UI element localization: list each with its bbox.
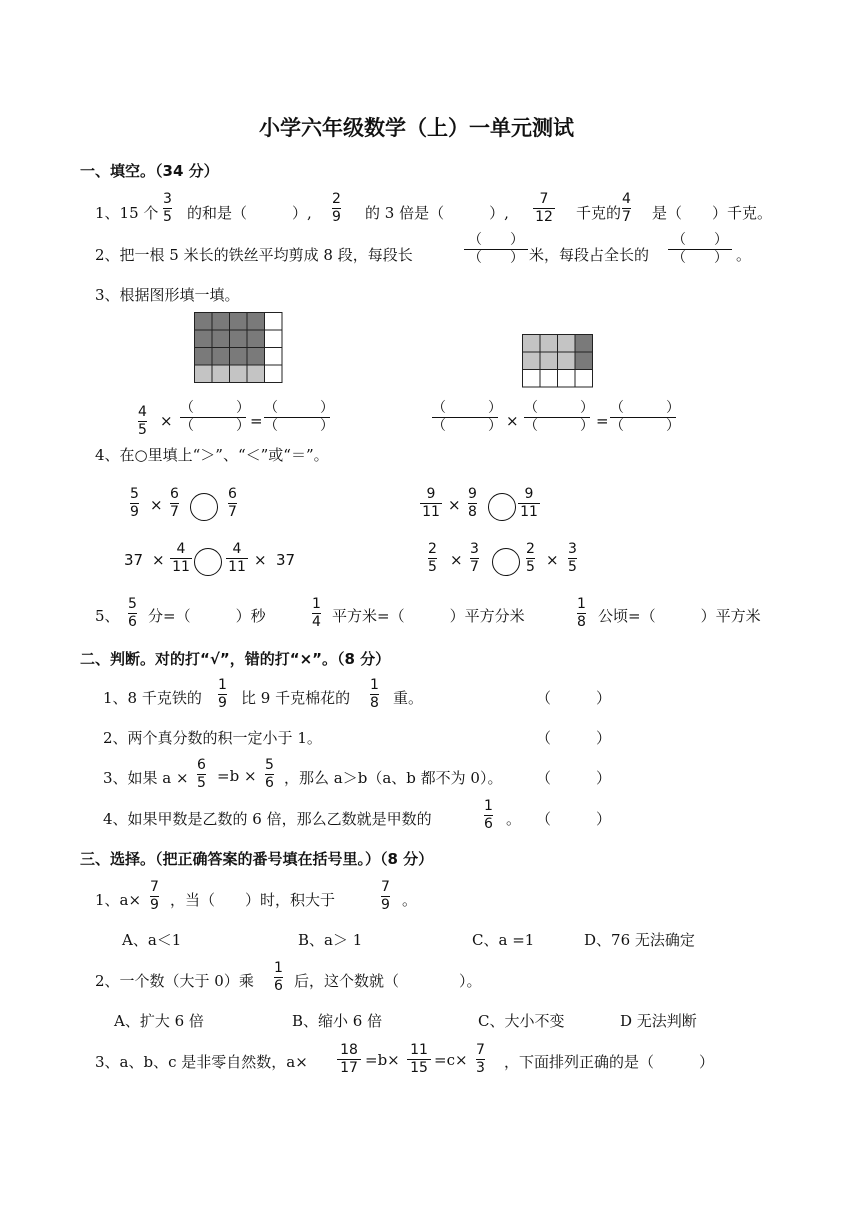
q2-3-text-b: =b × xyxy=(217,767,257,785)
q2-4-text-b: 。 xyxy=(506,810,522,828)
grid-cell xyxy=(265,348,283,366)
q3-3-fraction-3: 7 3 xyxy=(476,1042,485,1076)
grid-cell xyxy=(575,335,593,353)
comparison-circle-1[interactable] xyxy=(190,493,218,521)
grid-cell xyxy=(523,370,541,388)
q3-2-option-c[interactable]: C、大小不变 xyxy=(478,1012,565,1030)
q1-4c-fraction-2: 4 11 xyxy=(226,541,248,576)
q3-3-text-b: =b× xyxy=(365,1051,400,1069)
judgment-answer-blank-1[interactable]: （ ） xyxy=(536,689,612,707)
q1-3-blank-4[interactable]: （ ） （ ） xyxy=(524,400,594,434)
q3-2-option-a[interactable]: A、扩大 6 倍 xyxy=(114,1012,204,1030)
grid-cell xyxy=(265,313,283,331)
shaded-grid-2 xyxy=(522,334,594,388)
times-sign: × xyxy=(150,496,163,514)
q1-4c-fraction-1: 4 11 xyxy=(170,541,192,576)
grid-cell xyxy=(523,352,541,370)
grid-cell xyxy=(558,370,576,388)
comparison-circle-2[interactable] xyxy=(488,493,516,521)
q1-4b-fraction-2: 9 8 xyxy=(468,486,477,520)
q1-3-blank-3[interactable]: （ ） （ ） xyxy=(432,400,502,434)
grid-cell xyxy=(230,330,248,348)
page-title: 小学六年级数学（上）一单元测试 xyxy=(259,116,574,140)
q3-3-fraction-1: 18 17 xyxy=(337,1042,361,1077)
q1-2-text-a: 2、把一根 5 米长的铁丝平均剪成 8 段，每段长 xyxy=(95,246,413,264)
number-37: 37 xyxy=(124,551,144,569)
grid-cell xyxy=(212,365,230,383)
q1-2-blank-fraction-2[interactable]: （ ） （ ） xyxy=(668,232,732,267)
q1-3-text: 3、根据图形填一填。 xyxy=(95,286,240,304)
q3-1-text-a: 1、a× xyxy=(95,891,142,909)
times-sign: × xyxy=(448,496,461,514)
q1-2-text-b: 米，每段占全长的 xyxy=(529,246,650,264)
q2-4-text-a: 4、如果甲数是乙数的 6 倍，那么乙数就是甲数的 xyxy=(103,810,432,828)
q1-1-text-e: 是（ ）千克。 xyxy=(652,204,773,222)
times-sign: × xyxy=(506,412,519,430)
q1-4-text: 4、在○里填上“＞”、“＜”或“＝”。 xyxy=(95,446,329,464)
q1-4d-fraction-2: 3 7 xyxy=(470,541,479,575)
q1-5-text-d: 公顷=（ ）平方米 xyxy=(598,607,761,625)
grid-cell xyxy=(265,330,283,348)
q2-1-text-a: 1、8 千克铁的 xyxy=(103,689,202,707)
q1-1-text-a: 1、15 个 xyxy=(95,204,159,222)
q1-5-text-b: 分=（ ）秒 xyxy=(148,607,266,625)
q1-1-text-d: 千克的 xyxy=(576,204,622,222)
q3-2-option-d[interactable]: D 无法判断 xyxy=(620,1012,697,1030)
q1-4d-fraction-1: 2 5 xyxy=(428,541,437,575)
grid-cell xyxy=(247,313,265,331)
q3-1-fraction-2: 7 9 xyxy=(381,879,390,913)
number-37: 37 xyxy=(276,551,296,569)
grid-cell xyxy=(212,348,230,366)
q1-5-text-c: 平方米=（ ）平方分米 xyxy=(332,607,525,625)
q1-3-blank-1[interactable]: （ ） （ ） xyxy=(180,400,250,434)
judgment-answer-blank-3[interactable]: （ ） xyxy=(536,769,612,787)
times-sign: × xyxy=(546,551,559,569)
grid-cell xyxy=(575,352,593,370)
q2-1-fraction-2: 1 8 xyxy=(370,677,379,711)
q1-5-fraction-1: 5 6 xyxy=(128,596,137,630)
comparison-circle-4[interactable] xyxy=(492,548,520,576)
grid-cell xyxy=(195,313,213,331)
q1-1-text-c: 的 3 倍是（ ）, xyxy=(365,204,509,222)
grid-cell xyxy=(540,370,558,388)
q3-2-text-b: 后，这个数就（ ）。 xyxy=(294,972,482,990)
times-sign: × xyxy=(254,551,267,569)
comparison-circle-3[interactable] xyxy=(194,548,222,576)
q3-3-text-d: ，下面排列正确的是（ ） xyxy=(504,1053,715,1071)
q1-5-fraction-3: 1 8 xyxy=(577,596,586,630)
grid-cell xyxy=(523,335,541,353)
q2-3-fraction-1: 6 5 xyxy=(197,757,206,791)
q1-5-text-a: 5、 xyxy=(95,607,120,625)
q2-1-text-b: 比 9 千克棉花的 xyxy=(241,689,351,707)
q1-5-fraction-2: 1 4 xyxy=(312,596,321,630)
grid-cell xyxy=(230,313,248,331)
q3-1-text-b: ，当（ ）时，积大于 xyxy=(170,891,336,909)
q1-4d-fraction-3: 2 5 xyxy=(526,541,535,575)
grid-cell xyxy=(558,352,576,370)
q1-4b-fraction-3: 9 11 xyxy=(518,486,540,521)
times-sign: × xyxy=(152,551,165,569)
q2-3-fraction-2: 5 6 xyxy=(265,757,274,791)
grid-cell xyxy=(558,335,576,353)
times-sign: × xyxy=(450,551,463,569)
q1-4a-fraction-3: 6 7 xyxy=(228,486,237,520)
grid-cell xyxy=(247,330,265,348)
q2-3-text-c: ，那么 a＞b（a、b 都不为 0）。 xyxy=(284,769,503,787)
q3-2-text-a: 2、一个数（大于 0）乘 xyxy=(95,972,254,990)
q1-2-blank-fraction-1[interactable]: （ ） （ ） xyxy=(464,232,528,267)
grid-cell xyxy=(265,365,283,383)
q1-3-fraction-given: 4 5 xyxy=(138,404,147,438)
q3-1-text-c: 。 xyxy=(402,891,418,909)
q3-3-text-c: =c× xyxy=(434,1051,468,1069)
q3-1-option-b[interactable]: B、a＞ 1 xyxy=(298,931,363,949)
q2-1-text-c: 重。 xyxy=(393,689,424,707)
q1-1-text-b: 的和是（ ）, xyxy=(187,204,312,222)
equals-sign: = xyxy=(596,412,609,430)
q1-2-text-c: 。 xyxy=(736,246,752,264)
q1-4a-fraction-1: 5 9 xyxy=(130,486,139,520)
grid-cell xyxy=(195,365,213,383)
grid-cell xyxy=(195,348,213,366)
q2-4-fraction-1: 1 6 xyxy=(484,798,493,832)
q3-3-text-a: 3、a、b、c 是非零自然数，a× xyxy=(95,1053,308,1071)
q1-3-blank-2[interactable]: （ ） （ ） xyxy=(264,400,334,434)
q2-3-text-a: 3、如果 a × xyxy=(103,769,189,787)
q1-1-fraction-2: 2 9 xyxy=(332,191,341,225)
q1-1-fraction-1: 3 5 xyxy=(163,191,172,225)
q1-1-fraction-3: 7 12 xyxy=(533,191,555,226)
q1-4b-fraction-1: 9 11 xyxy=(420,486,442,521)
q3-3-fraction-2: 11 15 xyxy=(407,1042,431,1077)
times-sign: × xyxy=(160,412,173,430)
grid-cell xyxy=(212,313,230,331)
q1-3-blank-5[interactable]: （ ） （ ） xyxy=(610,400,680,434)
q1-4d-fraction-4: 3 5 xyxy=(568,541,577,575)
q2-2-text: 2、两个真分数的积一定小于 1。 xyxy=(103,729,322,747)
grid-cell xyxy=(195,330,213,348)
shaded-grid-1 xyxy=(194,312,284,384)
grid-cell xyxy=(540,352,558,370)
q3-2-fraction-1: 1 6 xyxy=(274,960,283,994)
q3-1-option-c[interactable]: C、a =1 xyxy=(472,931,535,949)
judgment-answer-blank-4[interactable]: （ ） xyxy=(536,810,612,828)
grid-cell xyxy=(230,365,248,383)
grid-cell xyxy=(575,370,593,388)
q3-1-option-a[interactable]: A、a＜1 xyxy=(122,931,182,949)
grid-cell xyxy=(540,335,558,353)
equals-sign: = xyxy=(250,412,263,430)
q2-1-fraction-1: 1 9 xyxy=(218,677,227,711)
q1-4a-fraction-2: 6 7 xyxy=(170,486,179,520)
grid-cell xyxy=(212,330,230,348)
section-2-heading: 二、判断。对的打“√”，错的打“×”。（8 分） xyxy=(80,650,391,668)
section-3-heading: 三、选择。（把正确答案的番号填在括号里。）（8 分） xyxy=(80,850,434,868)
section-1-heading: 一、填空。（34 分） xyxy=(80,162,219,180)
grid-cell xyxy=(247,348,265,366)
judgment-answer-blank-2[interactable]: （ ） xyxy=(536,729,612,747)
q3-1-fraction-1: 7 9 xyxy=(150,879,159,913)
q3-1-option-d[interactable]: D、76 无法确定 xyxy=(584,931,695,949)
q3-2-option-b[interactable]: B、缩小 6 倍 xyxy=(292,1012,383,1030)
q1-1-fraction-4: 4 7 xyxy=(622,191,631,225)
grid-cell xyxy=(247,365,265,383)
grid-cell xyxy=(230,348,248,366)
